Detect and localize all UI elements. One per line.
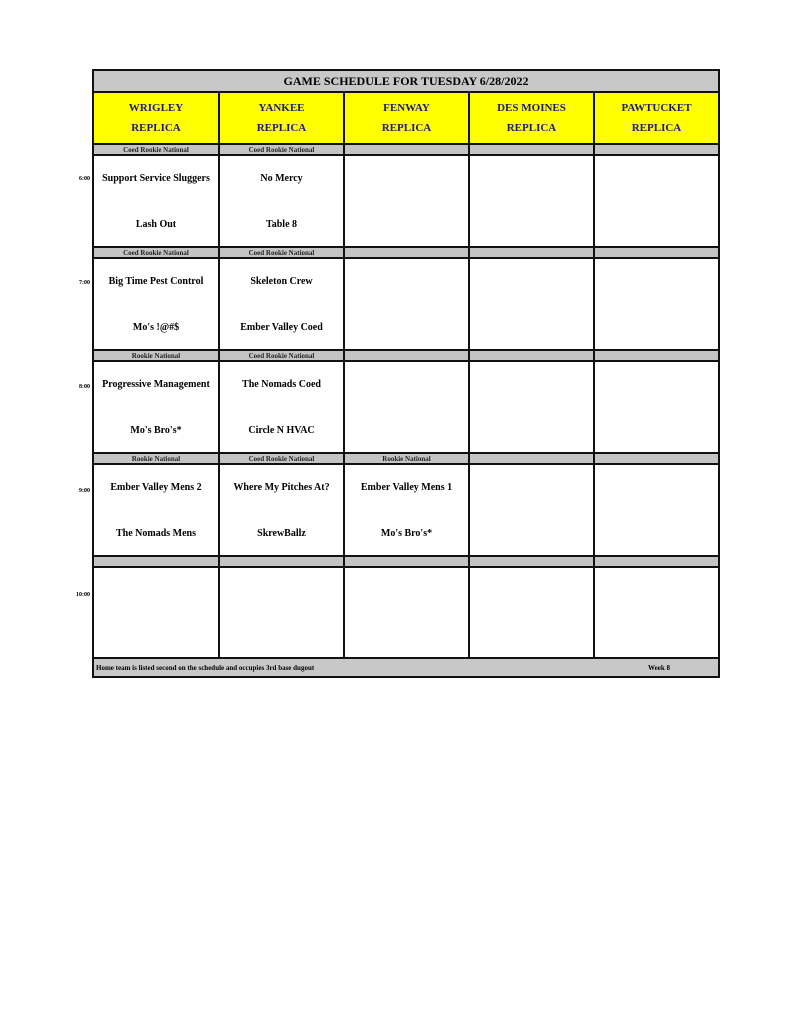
division-label <box>470 557 595 568</box>
division-label <box>94 557 220 568</box>
game-cell <box>595 259 718 351</box>
away-team: Skeleton Crew <box>250 276 313 287</box>
home-team: SkrewBallz <box>257 528 306 539</box>
division-label: Coed Rookie National <box>94 248 220 259</box>
game-cell <box>220 568 345 659</box>
time-slots <box>94 145 718 659</box>
home-team: Mo's Bro's* <box>130 425 182 436</box>
field-name: DES MOINES <box>497 102 566 114</box>
time-label: 9:00 <box>79 488 90 494</box>
home-team: Mo's Bro's* <box>380 528 433 539</box>
game-row <box>94 362 718 454</box>
game-cell <box>595 362 718 454</box>
field-sub: REPLICA <box>506 122 557 134</box>
footer-bar <box>94 659 718 676</box>
schedule-table <box>92 69 720 678</box>
division-row <box>94 557 718 568</box>
home-team: Circle N HVAC <box>248 425 315 436</box>
game-row <box>94 568 718 659</box>
game-row <box>94 259 718 351</box>
away-team: The Nomads Coed <box>242 379 321 390</box>
field-name: FENWAY <box>383 102 430 114</box>
game-cell <box>94 156 220 248</box>
field-header-wrigley <box>94 93 220 145</box>
division-label: Coed Rookie National <box>220 145 345 156</box>
game-cell <box>345 259 470 351</box>
division-label <box>470 248 595 259</box>
game-cell <box>595 568 718 659</box>
time-label: 8:00 <box>79 384 90 390</box>
division-label <box>470 454 595 465</box>
away-team: Support Service Sluggers <box>102 173 210 184</box>
division-label <box>595 145 718 156</box>
game-row <box>94 465 718 557</box>
division-label: Coed Rookie National <box>94 145 220 156</box>
division-row <box>94 454 718 465</box>
game-cell <box>345 465 470 557</box>
game-cell <box>345 156 470 248</box>
game-row <box>94 156 718 248</box>
week-label: Week 8 <box>648 663 670 672</box>
field-header-pawtucket <box>595 93 718 145</box>
time-label: 7:00 <box>79 280 90 286</box>
away-team: Ember Valley Mens 2 <box>110 482 202 493</box>
game-cell <box>345 362 470 454</box>
game-cell <box>470 568 595 659</box>
field-name: WRIGLEY <box>128 102 184 114</box>
home-team: Mo's !@#$ <box>132 322 180 333</box>
away-team: Big Time Pest Control <box>108 276 204 287</box>
field-sub: REPLICA <box>381 122 432 134</box>
home-team: The Nomads Mens <box>115 528 196 539</box>
game-cell <box>220 465 345 557</box>
division-label: Rookie National <box>94 454 220 465</box>
division-label <box>470 145 595 156</box>
division-row <box>94 248 718 259</box>
division-label <box>220 557 345 568</box>
division-label <box>470 351 595 362</box>
game-cell <box>94 259 220 351</box>
game-cell <box>94 465 220 557</box>
field-sub: REPLICA <box>131 122 181 134</box>
footer-note: Home team is listed second on the schedule and occupies 3rd base dugout <box>96 663 315 672</box>
division-label <box>595 557 718 568</box>
division-row <box>94 351 718 362</box>
home-team: Table 8 <box>265 219 298 230</box>
field-header-des-moines <box>470 93 595 145</box>
schedule-title: GAME SCHEDULE FOR TUESDAY 6/28/2022 <box>94 71 718 93</box>
field-header-yankee <box>220 93 345 145</box>
home-team: Ember Valley Coed <box>240 322 323 333</box>
game-cell <box>595 465 718 557</box>
game-cell <box>345 568 470 659</box>
division-label: Rookie National <box>345 454 470 465</box>
division-row <box>94 145 718 156</box>
division-label <box>595 248 718 259</box>
division-label: Coed Rookie National <box>220 248 345 259</box>
field-header-row <box>94 93 718 145</box>
division-label <box>345 557 470 568</box>
away-team: Progressive Management <box>102 379 210 390</box>
game-cell <box>220 259 345 351</box>
division-label: Coed Rookie National <box>220 351 345 362</box>
away-team: No Mercy <box>260 173 303 184</box>
game-cell <box>470 156 595 248</box>
game-cell <box>470 465 595 557</box>
game-cell <box>220 362 345 454</box>
field-header-fenway <box>345 93 470 145</box>
field-sub: REPLICA <box>631 122 682 134</box>
game-cell <box>595 156 718 248</box>
division-label: Rookie National <box>94 351 220 362</box>
game-cell <box>220 156 345 248</box>
field-name: YANKEE <box>258 102 305 114</box>
division-label <box>595 454 718 465</box>
division-label: Coed Rookie National <box>220 454 345 465</box>
field-sub: REPLICA <box>256 122 307 134</box>
game-cell <box>94 568 220 659</box>
field-name: PAWTUCKET <box>621 102 692 114</box>
division-label <box>345 351 470 362</box>
time-label: 10:00 <box>76 592 90 598</box>
away-team: Where My Pitches At? <box>233 482 330 493</box>
game-cell <box>470 259 595 351</box>
division-label <box>345 145 470 156</box>
game-cell <box>470 362 595 454</box>
home-team: Lash Out <box>135 219 177 230</box>
division-label <box>345 248 470 259</box>
game-cell <box>94 362 220 454</box>
division-label <box>595 351 718 362</box>
away-team: Ember Valley Mens 1 <box>360 482 453 493</box>
time-label: 6:00 <box>79 176 90 182</box>
